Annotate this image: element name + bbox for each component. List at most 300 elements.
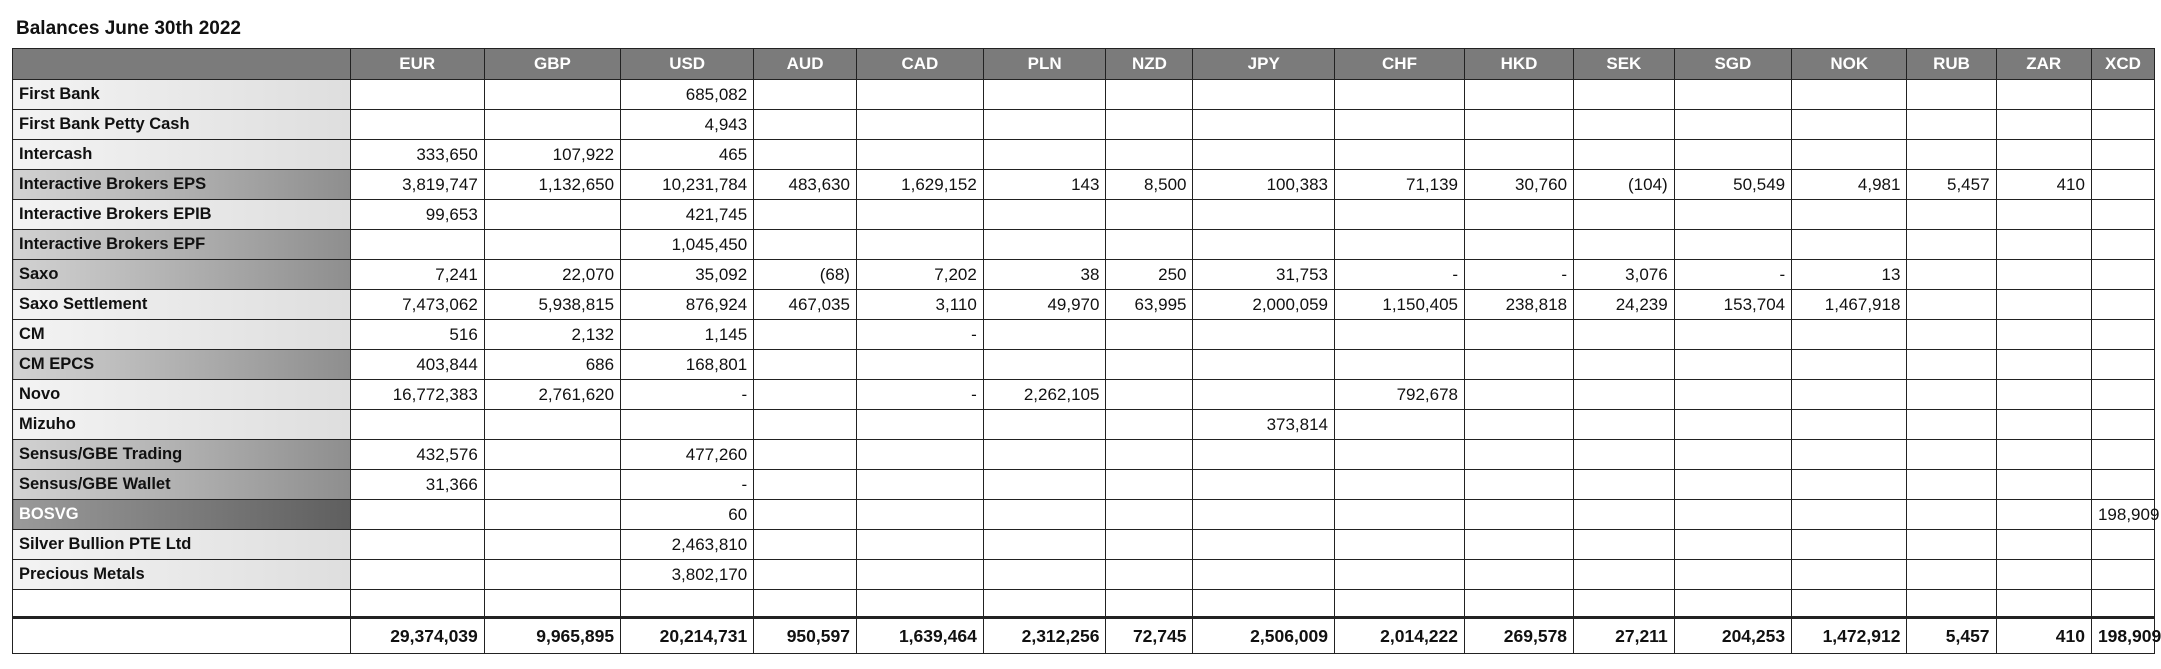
cell-value: [1574, 410, 1675, 440]
cell-value: [1907, 530, 1996, 560]
cell-value: [983, 200, 1106, 230]
cell-value: [1574, 560, 1675, 590]
cell-value: [1996, 470, 2091, 500]
spacer-row: [13, 590, 2155, 618]
cell-value: [1465, 440, 1574, 470]
cell-value: [484, 80, 620, 110]
table-row: [13, 440, 2155, 470]
cell-value: 2,262,105: [983, 380, 1106, 410]
total-value: 5,457: [1907, 618, 1996, 654]
table-row: [13, 170, 2155, 200]
cell-value: [484, 560, 620, 590]
cell-value: 432,576: [350, 440, 484, 470]
cell-value: 792,678: [1335, 380, 1465, 410]
cell-value: [1335, 230, 1465, 260]
cell-value: [1792, 80, 1907, 110]
cell-value: 333,650: [350, 140, 484, 170]
cell-value: [1465, 350, 1574, 380]
row-label: Mizuho: [13, 410, 351, 440]
cell-value: [1193, 470, 1335, 500]
row-label: Saxo Settlement: [13, 290, 351, 320]
cell-value: [1106, 530, 1193, 560]
cell-value: [754, 500, 857, 530]
cell-value: [983, 230, 1106, 260]
row-label: Silver Bullion PTE Ltd: [13, 530, 351, 560]
cell-value: [1907, 290, 1996, 320]
cell-value: [1335, 320, 1465, 350]
cell-value: 1,150,405: [1335, 290, 1465, 320]
totals-label: [13, 618, 351, 654]
cell-value: [1907, 140, 1996, 170]
cell-value: [1574, 440, 1675, 470]
cell-value: [1674, 320, 1791, 350]
column-header-pln: PLN: [983, 49, 1106, 80]
cell-value: 516: [350, 320, 484, 350]
cell-value: [983, 440, 1106, 470]
cell-value: 2,463,810: [621, 530, 754, 560]
cell-value: [983, 410, 1106, 440]
cell-value: 31,366: [350, 470, 484, 500]
cell-value: [1106, 560, 1193, 590]
cell-value: 50,549: [1674, 170, 1791, 200]
cell-value: [2091, 410, 2154, 440]
cell-value: 198,909: [2091, 500, 2154, 530]
cell-value: -: [1465, 260, 1574, 290]
cell-value: [1674, 230, 1791, 260]
table-row: [13, 290, 2155, 320]
cell-value: [350, 530, 484, 560]
cell-value: 4,981: [1792, 170, 1907, 200]
cell-value: [1193, 440, 1335, 470]
cell-value: [1792, 110, 1907, 140]
cell-value: [1193, 500, 1335, 530]
table-row: [13, 80, 2155, 110]
row-label: Precious Metals: [13, 560, 351, 590]
cell-value: [2091, 110, 2154, 140]
cell-value: [1792, 470, 1907, 500]
column-header-usd: USD: [621, 49, 754, 80]
cell-value: 3,819,747: [350, 170, 484, 200]
table-row: [13, 530, 2155, 560]
cell-value: 373,814: [1193, 410, 1335, 440]
cell-value: [1335, 110, 1465, 140]
cell-value: 60: [621, 500, 754, 530]
cell-value: [484, 230, 620, 260]
cell-value: [1792, 230, 1907, 260]
total-value: 198,909: [2091, 618, 2154, 654]
total-value: 2,014,222: [1335, 618, 1465, 654]
total-value: 72,745: [1106, 618, 1193, 654]
cell-value: [350, 80, 484, 110]
cell-value: [754, 80, 857, 110]
cell-value: [754, 200, 857, 230]
cell-value: [350, 410, 484, 440]
cell-value: [1465, 230, 1574, 260]
empty-cell: [484, 590, 620, 618]
cell-value: [1574, 530, 1675, 560]
cell-value: 24,239: [1574, 290, 1675, 320]
cell-value: [1996, 290, 2091, 320]
cell-value: 876,924: [621, 290, 754, 320]
cell-value: [1574, 500, 1675, 530]
cell-value: [856, 500, 983, 530]
empty-cell: [1106, 590, 1193, 618]
cell-value: [1574, 230, 1675, 260]
cell-value: [856, 410, 983, 440]
row-label: BOSVG: [13, 500, 351, 530]
cell-value: [856, 140, 983, 170]
cell-value: [484, 470, 620, 500]
empty-cell: [1574, 590, 1675, 618]
column-header-sek: SEK: [1574, 49, 1675, 80]
cell-value: [1106, 110, 1193, 140]
row-label: First Bank Petty Cash: [13, 110, 351, 140]
cell-value: [1996, 500, 2091, 530]
cell-value: [1465, 200, 1574, 230]
cell-value: [1907, 200, 1996, 230]
cell-value: [1106, 230, 1193, 260]
cell-value: 1,629,152: [856, 170, 983, 200]
table-row: [13, 260, 2155, 290]
cell-value: 168,801: [621, 350, 754, 380]
cell-value: [1106, 80, 1193, 110]
cell-value: [983, 530, 1106, 560]
cell-value: [1335, 500, 1465, 530]
cell-value: [1674, 410, 1791, 440]
cell-value: [2091, 260, 2154, 290]
cell-value: 1,145: [621, 320, 754, 350]
cell-value: [2091, 80, 2154, 110]
cell-value: [2091, 320, 2154, 350]
cell-value: [1574, 470, 1675, 500]
cell-value: 3,076: [1574, 260, 1675, 290]
cell-value: [754, 380, 857, 410]
cell-value: -: [1335, 260, 1465, 290]
empty-cell: [2091, 590, 2154, 618]
column-header-cad: CAD: [856, 49, 983, 80]
cell-value: 71,139: [1335, 170, 1465, 200]
cell-value: [1193, 140, 1335, 170]
cell-value: [1907, 380, 1996, 410]
cell-value: [1907, 320, 1996, 350]
cell-value: 467,035: [754, 290, 857, 320]
cell-value: [754, 440, 857, 470]
cell-value: [2091, 350, 2154, 380]
cell-value: [983, 320, 1106, 350]
cell-value: [1335, 350, 1465, 380]
total-value: 27,211: [1574, 618, 1675, 654]
cell-value: -: [621, 380, 754, 410]
cell-value: [1335, 200, 1465, 230]
column-header-rub: RUB: [1907, 49, 1996, 80]
table-row: [13, 470, 2155, 500]
cell-value: 5,457: [1907, 170, 1996, 200]
empty-cell: [1996, 590, 2091, 618]
cell-value: 5,938,815: [484, 290, 620, 320]
cell-value: [1465, 380, 1574, 410]
cell-value: [1674, 110, 1791, 140]
cell-value: 38: [983, 260, 1106, 290]
cell-value: [1907, 410, 1996, 440]
cell-value: [1674, 140, 1791, 170]
row-label: Sensus/GBE Wallet: [13, 470, 351, 500]
cell-value: [621, 410, 754, 440]
cell-value: [1106, 140, 1193, 170]
cell-value: [983, 80, 1106, 110]
row-label: Novo: [13, 380, 351, 410]
cell-value: [1193, 560, 1335, 590]
cell-value: [1792, 200, 1907, 230]
table-body: [13, 80, 2161, 654]
cell-value: [1996, 560, 2091, 590]
cell-value: [1792, 140, 1907, 170]
cell-value: [1792, 380, 1907, 410]
cell-value: 465: [621, 140, 754, 170]
cell-value: [350, 230, 484, 260]
cell-value: -: [1674, 260, 1791, 290]
empty-cell: [754, 590, 857, 618]
cell-value: [1996, 200, 2091, 230]
empty-cell: [13, 590, 351, 618]
cell-value: [1106, 470, 1193, 500]
table-row: [13, 140, 2155, 170]
empty-cell: [983, 590, 1106, 618]
row-label: Intercash: [13, 140, 351, 170]
table-row: [13, 410, 2155, 440]
cell-value: 143: [983, 170, 1106, 200]
cell-value: [1193, 350, 1335, 380]
cell-value: [2091, 140, 2154, 170]
cell-value: [2091, 530, 2154, 560]
cell-value: [1106, 380, 1193, 410]
header-row: [13, 49, 2155, 80]
cell-value: 238,818: [1465, 290, 1574, 320]
cell-value: [1574, 110, 1675, 140]
cell-value: 1,467,918: [1792, 290, 1907, 320]
cell-value: [1335, 410, 1465, 440]
cell-value: [1574, 200, 1675, 230]
row-label: Interactive Brokers EPF: [13, 230, 351, 260]
cell-value: [350, 560, 484, 590]
cell-value: [1674, 560, 1791, 590]
cell-value: [1907, 350, 1996, 380]
cell-value: [1465, 80, 1574, 110]
table-row: [13, 110, 2155, 140]
cell-value: [754, 230, 857, 260]
cell-value: [1996, 380, 2091, 410]
cell-value: 63,995: [1106, 290, 1193, 320]
cell-value: [2091, 560, 2154, 590]
total-value: 1,472,912: [1792, 618, 1907, 654]
total-value: 950,597: [754, 618, 857, 654]
cell-value: [856, 530, 983, 560]
cell-value: 49,970: [983, 290, 1106, 320]
cell-value: [1996, 350, 2091, 380]
cell-value: [856, 110, 983, 140]
cell-value: [1907, 110, 1996, 140]
empty-cell: [621, 590, 754, 618]
cell-value: [1674, 350, 1791, 380]
cell-value: (68): [754, 260, 857, 290]
cell-value: 410: [1996, 170, 2091, 200]
column-header-hkd: HKD: [1465, 49, 1574, 80]
row-label: CM: [13, 320, 351, 350]
cell-value: [1996, 320, 2091, 350]
cell-value: [1792, 530, 1907, 560]
empty-cell: [1465, 590, 1574, 618]
cell-value: [1193, 320, 1335, 350]
cell-value: [983, 110, 1106, 140]
cell-value: [1335, 140, 1465, 170]
column-header-jpy: JPY: [1193, 49, 1335, 80]
cell-value: [1193, 380, 1335, 410]
empty-cell: [1792, 590, 1907, 618]
cell-value: [856, 80, 983, 110]
cell-value: [754, 560, 857, 590]
cell-value: [1996, 530, 2091, 560]
total-value: 2,506,009: [1193, 618, 1335, 654]
cell-value: [2091, 230, 2154, 260]
cell-value: 3,802,170: [621, 560, 754, 590]
empty-cell: [1674, 590, 1791, 618]
cell-value: [1335, 560, 1465, 590]
cell-value: [1907, 230, 1996, 260]
cell-value: [484, 500, 620, 530]
cell-value: 686: [484, 350, 620, 380]
cell-value: [1106, 320, 1193, 350]
cell-value: [1106, 410, 1193, 440]
cell-value: -: [856, 320, 983, 350]
cell-value: 10,231,784: [621, 170, 754, 200]
cell-value: [1465, 320, 1574, 350]
cell-value: (104): [1574, 170, 1675, 200]
cell-value: [1996, 140, 2091, 170]
cell-value: [1996, 230, 2091, 260]
cell-value: [1996, 410, 2091, 440]
cell-value: [1574, 80, 1675, 110]
cell-value: [1674, 200, 1791, 230]
cell-value: [754, 470, 857, 500]
cell-value: [1193, 110, 1335, 140]
cell-value: [856, 230, 983, 260]
column-header-zar: ZAR: [1996, 49, 2091, 80]
cell-value: 99,653: [350, 200, 484, 230]
total-value: 1,639,464: [856, 618, 983, 654]
cell-value: [754, 530, 857, 560]
cell-value: 483,630: [754, 170, 857, 200]
cell-value: 2,761,620: [484, 380, 620, 410]
cell-value: [1792, 350, 1907, 380]
cell-value: 7,241: [350, 260, 484, 290]
cell-value: [1574, 140, 1675, 170]
cell-value: [1674, 470, 1791, 500]
cell-value: [1465, 500, 1574, 530]
table-row: [13, 320, 2155, 350]
cell-value: [1907, 470, 1996, 500]
cell-value: [1465, 530, 1574, 560]
totals-row: [13, 618, 2155, 654]
cell-value: [754, 140, 857, 170]
table-row: [13, 230, 2155, 260]
header-corner: [13, 49, 351, 80]
cell-value: [1335, 440, 1465, 470]
table-row: [13, 380, 2155, 410]
cell-value: 8,500: [1106, 170, 1193, 200]
cell-value: [1465, 410, 1574, 440]
cell-value: 100,383: [1193, 170, 1335, 200]
cell-value: [1193, 230, 1335, 260]
cell-value: [754, 110, 857, 140]
cell-value: 7,473,062: [350, 290, 484, 320]
cell-value: [484, 440, 620, 470]
cell-value: [1465, 560, 1574, 590]
table-row: [13, 500, 2155, 530]
cell-value: [2091, 380, 2154, 410]
cell-value: [1674, 440, 1791, 470]
empty-cell: [1335, 590, 1465, 618]
cell-value: [1907, 500, 1996, 530]
cell-value: [856, 200, 983, 230]
cell-value: [856, 440, 983, 470]
cell-value: [1335, 530, 1465, 560]
cell-value: 477,260: [621, 440, 754, 470]
cell-value: [754, 410, 857, 440]
cell-value: [1792, 320, 1907, 350]
cell-value: [1465, 470, 1574, 500]
empty-cell: [1907, 590, 1996, 618]
cell-value: [1335, 470, 1465, 500]
cell-value: [484, 110, 620, 140]
cell-value: [983, 140, 1106, 170]
cell-value: 2,132: [484, 320, 620, 350]
cell-value: [1674, 530, 1791, 560]
total-value: 9,965,895: [484, 618, 620, 654]
cell-value: [1674, 380, 1791, 410]
row-label: First Bank: [13, 80, 351, 110]
cell-value: 153,704: [1674, 290, 1791, 320]
cell-value: 31,753: [1193, 260, 1335, 290]
cell-value: [1792, 560, 1907, 590]
cell-value: [1193, 80, 1335, 110]
cell-value: [2091, 290, 2154, 320]
total-value: 2,312,256: [983, 618, 1106, 654]
column-header-chf: CHF: [1335, 49, 1465, 80]
cell-value: [2091, 200, 2154, 230]
cell-value: [983, 560, 1106, 590]
cell-value: [1106, 440, 1193, 470]
cell-value: [1674, 500, 1791, 530]
row-label: Saxo: [13, 260, 351, 290]
column-header-aud: AUD: [754, 49, 857, 80]
cell-value: [1465, 110, 1574, 140]
cell-value: 3,110: [856, 290, 983, 320]
row-label: Sensus/GBE Trading: [13, 440, 351, 470]
empty-cell: [1193, 590, 1335, 618]
total-value: 29,374,039: [350, 618, 484, 654]
row-label: Interactive Brokers EPIB: [13, 200, 351, 230]
cell-value: [983, 470, 1106, 500]
cell-value: [1792, 500, 1907, 530]
cell-value: [1792, 440, 1907, 470]
column-header-nok: NOK: [1792, 49, 1907, 80]
cell-value: [1193, 200, 1335, 230]
cell-value: 13: [1792, 260, 1907, 290]
cell-value: 30,760: [1465, 170, 1574, 200]
cell-value: [484, 410, 620, 440]
cell-value: [754, 350, 857, 380]
cell-value: [1574, 350, 1675, 380]
cell-value: 1,132,650: [484, 170, 620, 200]
